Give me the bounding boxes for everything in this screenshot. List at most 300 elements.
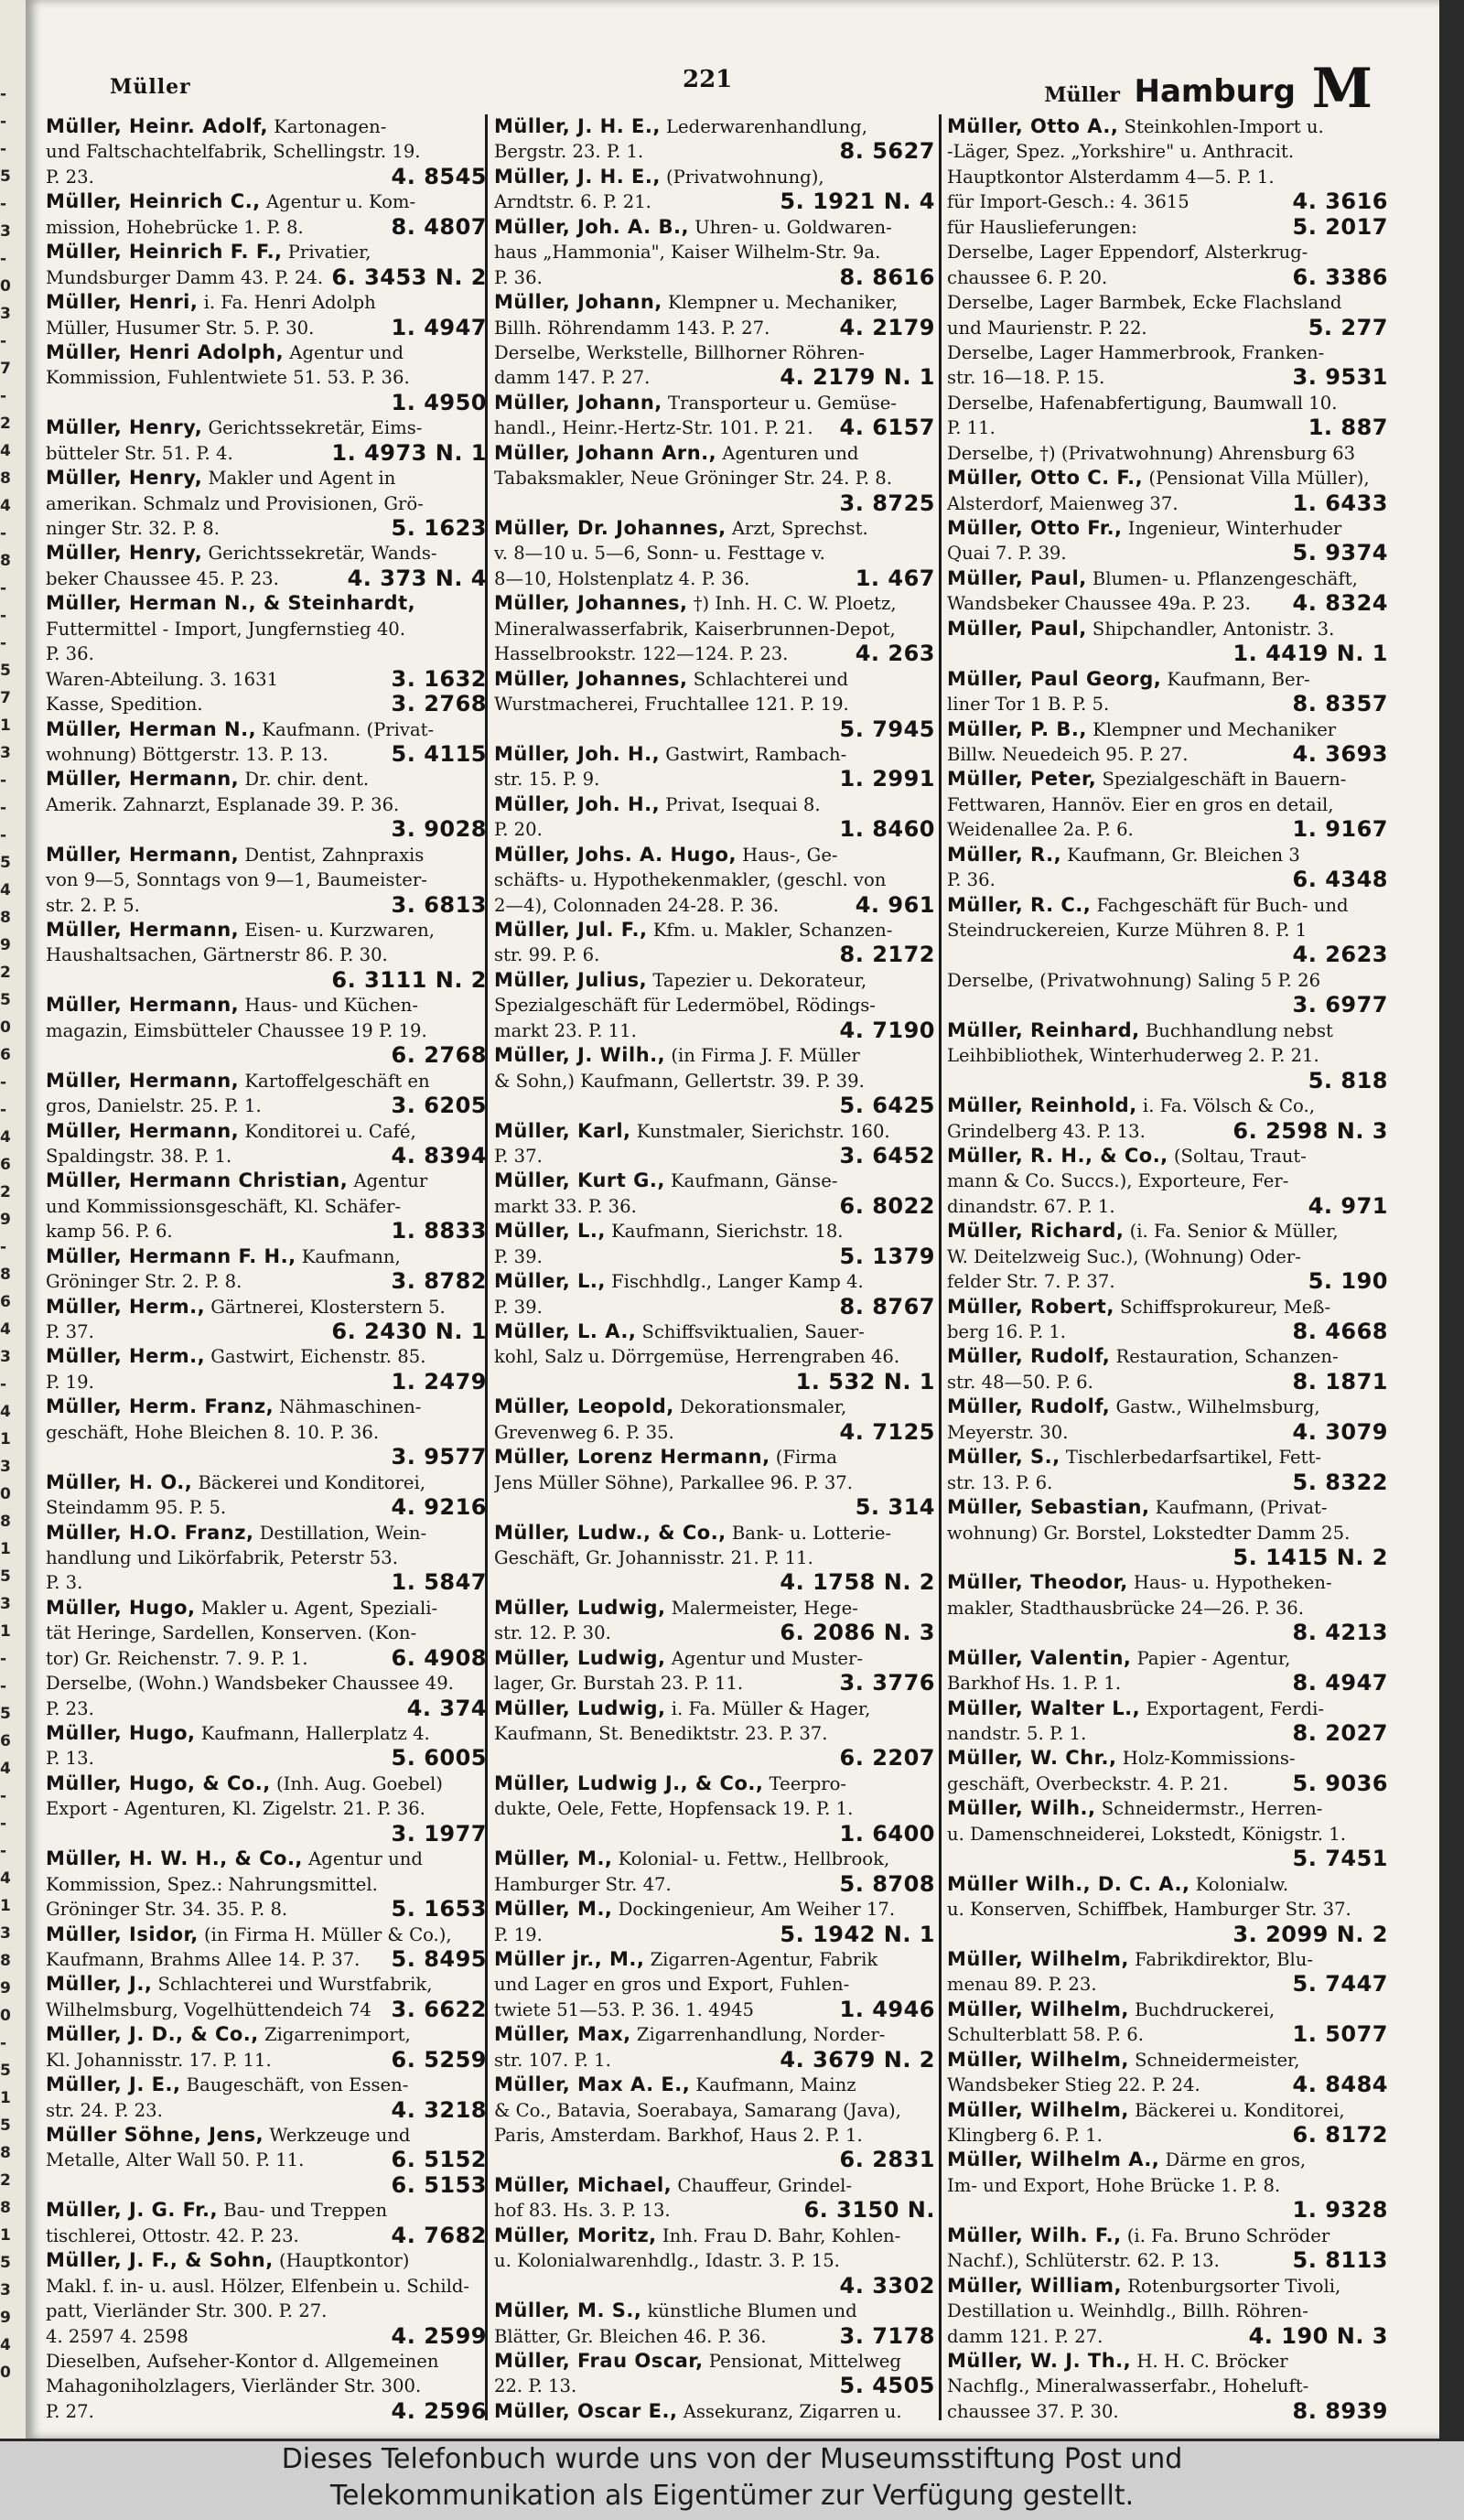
directory-entry-line (46, 717, 487, 742)
entry-text: Gerichtssekretär, Eims- (202, 417, 423, 439)
phone-number: 6. 5259 (391, 2047, 487, 2073)
entry-text: Dockingenieur, Am Weiher 17. (612, 1899, 896, 1921)
header-right-surname: Müller (1044, 83, 1120, 107)
entry-text: bütteler Str. 51. P. 4. (46, 442, 233, 464)
entry-text: Gerichtssekretär, Wands- (202, 543, 437, 565)
entry-text: Dr. chir. dent. (239, 769, 370, 791)
entry-text: u. Damenschneiderei, Lokstedt, Königstr. 1. (947, 1823, 1346, 1845)
entry-name: Müller, Hugo, (46, 1722, 196, 1744)
adjacent-page-fragment: 5 (0, 663, 11, 679)
adjacent-page-fragment: - (0, 87, 7, 102)
adjacent-page-fragment: 5 (0, 1707, 11, 1722)
directory-entry-line (947, 165, 1388, 189)
entry-name: Müller, William, (947, 2274, 1123, 2297)
entry-text: i. Fa. Völsch & Co., (1136, 1095, 1315, 1117)
directory-entry-line (46, 2274, 487, 2299)
adjacent-page-fragment: - (0, 1103, 7, 1118)
phone-number: 6. 5153 (391, 2172, 487, 2198)
entry-name: Müller, H.O. Franz, (46, 1521, 254, 1544)
directory-entry-line (46, 1144, 487, 1168)
entry-name: Müller, Max, (494, 2023, 631, 2046)
adjacent-page-fragment: 4 (0, 883, 11, 899)
entry-name: Müller, J. H. E., (494, 115, 661, 137)
entry-name: Müller, Henry, (46, 542, 203, 565)
adjacent-page-fragment: 5 (0, 856, 11, 871)
entry-text: Klempner und Mechaniker (1086, 718, 1337, 740)
directory-entry-line (947, 1069, 1388, 1093)
entry-text: Kaufmann, Gänse- (664, 1170, 838, 1192)
adjacent-page-fragment: - (0, 581, 7, 597)
entry-text: berg 16. P. 1. (947, 1321, 1067, 1342)
entry-text: Agentur u. Kom- (260, 191, 416, 213)
entry-text: Werkzeuge und (264, 2125, 411, 2146)
entry-text: kamp 56. P. 6. (46, 1221, 173, 1243)
directory-entry-line (947, 1521, 1388, 1545)
directory-entry-line (947, 1495, 1388, 1520)
entry-name: Müller, Johannes, (494, 667, 688, 690)
phone-number: 8. 4213 (1292, 1621, 1388, 1646)
entry-text: mission, Hohebrücke 1. P. 8. (46, 216, 304, 238)
directory-entry-line (494, 942, 935, 967)
phone-number: 1. 532 N. 1 (795, 1369, 935, 1395)
phone-number: 3. 8782 (391, 1269, 487, 1295)
entry-text: dinandstr. 67. P. 1. (947, 1195, 1115, 1217)
entry-text: Amerik. Zahnarzt, Esplanade 39. P. 36. (46, 793, 400, 815)
directory-entry-line (947, 1897, 1388, 1922)
entry-text: Spaldingstr. 38. P. 1. (46, 1145, 232, 1167)
phone-number: 8. 1871 (1292, 1369, 1388, 1395)
phone-number: 3. 6813 (391, 892, 487, 918)
directory-entry-line (46, 2098, 487, 2123)
phone-number: 5. 4505 (839, 2374, 935, 2399)
entry-text: Kfm. u. Makler, Schanzen- (647, 920, 893, 941)
entry-name: Müller, Herm., (46, 1345, 206, 1368)
entry-text: Gärtnerei, Klosterstern 5. (205, 1296, 446, 1318)
directory-entry-line (494, 415, 935, 440)
entry-text: -Läger, Spez. „Yorkshire" u. Anthracit. (947, 141, 1295, 163)
adjacent-page-fragment: 1 (0, 718, 11, 734)
entry-text: Arndtstr. 6. P. 21. (494, 191, 651, 213)
adjacent-page-fragment: 1 (0, 1899, 11, 1914)
entry-text: i. Fa. Henri Adolph (198, 292, 376, 314)
entry-name: Müller, Hermann F. H., (46, 1244, 296, 1267)
directory-entry-line (494, 1144, 935, 1168)
phone-number: 4. 7190 (839, 1018, 935, 1043)
entry-name: Müller jr., M., (494, 1947, 645, 1970)
directory-entry-line (494, 215, 935, 240)
entry-text: Buchhandlung nebst (1139, 1019, 1333, 1041)
phone-number: 5. 9374 (1292, 541, 1388, 566)
entry-text: geschäft, Overbeckstr. 4. P. 21. (947, 1772, 1229, 1794)
phone-number: 5. 8322 (1292, 1470, 1388, 1495)
directory-entry-line (46, 2173, 487, 2198)
entry-text: kohl, Salz u. Dörrgemüse, Herrengraben 46. (494, 1346, 900, 1368)
entry-name: Müller, Hermann, (46, 994, 240, 1017)
phone-number: 1. 4973 N. 1 (331, 440, 487, 466)
directory-entry-line (494, 1696, 935, 1721)
adjacent-page-fragment: - (0, 828, 7, 844)
directory-entry-line (494, 1897, 935, 1922)
entry-text: Nachflg., Mineralwasserfabr., Hoheluft- (947, 2375, 1309, 2397)
entry-text: Klempner u. Mechaniker, (662, 292, 899, 314)
adjacent-page-fragment: - (0, 1240, 7, 1255)
directory-entry-line (46, 867, 487, 892)
adjacent-page-fragment: 5 (0, 2256, 11, 2271)
entry-text: Inh. Frau D. Bahr, Kohlen- (656, 2224, 901, 2246)
adjacent-page-fragment: 2 (0, 416, 11, 432)
phone-number: 5. 1379 (839, 1244, 935, 1269)
directory-column-1 (46, 114, 487, 2420)
phone-number: 5. 6425 (839, 1093, 935, 1119)
entry-text: Baugeschäft, von Essen- (180, 2074, 409, 2096)
directory-entry-line (46, 1194, 487, 1219)
directory-entry-line (494, 918, 935, 942)
directory-entry-line (947, 942, 1388, 967)
phone-number: 8. 5627 (839, 139, 935, 165)
entry-text: Makler und Agent in (202, 468, 396, 490)
directory-entry-line (947, 2148, 1388, 2172)
adjacent-page-fragment: - (0, 197, 7, 212)
directory-entry-line (947, 215, 1388, 240)
entry-text: P. 13. (46, 1748, 94, 1770)
directory-entry-line (947, 2349, 1388, 2374)
phone-number: 4. 8394 (391, 1143, 487, 1168)
phone-number: 6. 8022 (839, 1193, 935, 1219)
directory-entry-line (46, 1344, 487, 1369)
directory-entry-line (494, 1420, 935, 1445)
entry-text: Geschäft, Gr. Johannisstr. 21. P. 11. (494, 1546, 813, 1568)
entry-text: P. 19. (46, 1371, 94, 1393)
entry-text: Transporteur u. Gemüse- (662, 392, 897, 414)
entry-name: Müller, Wilhelm, (947, 2048, 1129, 2071)
directory-entry-line (46, 139, 487, 164)
entry-text: 4. 2597 4. 2598 (46, 2325, 188, 2347)
directory-entry-line (46, 491, 487, 516)
entry-text: str. 2. P. 5. (46, 894, 140, 916)
entry-text: Export - Agenturen, Kl. Zigelstr. 21. P. 36. (46, 1798, 425, 1820)
phone-number: 4. 6157 (839, 415, 935, 441)
directory-entry-line (494, 968, 935, 993)
entry-name: Müller, Oscar E., (494, 2399, 678, 2420)
directory-entry-line (947, 466, 1388, 490)
adjacent-page-fragment: 3 (0, 746, 11, 761)
entry-name: Müller, Hugo, & Co., (46, 1772, 271, 1794)
entry-text: Bank- u. Lotterie- (726, 1522, 892, 1544)
entry-name: Müller, Rudolf, (947, 1395, 1111, 1418)
directory-entry-line (947, 566, 1388, 591)
entry-text: Kaufmann, (Privat- (1149, 1497, 1328, 1519)
phone-number: 5. 1653 (391, 1897, 487, 1922)
entry-name: Müller, W. J. Th., (947, 2349, 1132, 2372)
adjacent-page-fragment: 6 (0, 1158, 11, 1173)
adjacent-page-fragment: 9 (0, 938, 11, 953)
entry-text: P. 23. (46, 166, 94, 188)
directory-entry-line (494, 1671, 935, 1696)
directory-entry-line (494, 441, 935, 466)
entry-text: Exportagent, Ferdi- (1140, 1697, 1324, 1719)
entry-name: Müller, Heinrich F. F., (46, 241, 283, 264)
directory-entry-line (947, 2399, 1388, 2420)
phone-number: 1. 6400 (839, 1821, 935, 1847)
entry-text: Kl. Johannisstr. 17. P. 11. (46, 2049, 272, 2071)
entry-name: Müller, P. B., (947, 717, 1087, 740)
directory-entry-line (947, 968, 1388, 993)
entry-name: Müller, J. H. E., (494, 165, 661, 188)
directory-entry-line (46, 1671, 487, 1696)
entry-text: P. 11. (947, 417, 996, 439)
entry-name: Müller, Rudolf, (947, 1345, 1111, 1368)
directory-entry-line (947, 1922, 1388, 1947)
entry-text: Grindelberg 43. P. 13. (947, 1120, 1146, 1142)
entry-name: Müller, Hermann, (46, 768, 240, 791)
adjacent-page-fragment: 9 (0, 1981, 11, 1997)
entry-name: Müller, Frau Oscar, (494, 2349, 704, 2372)
entry-text: Derselbe, †) (Privatwohnung) Ahrensburg 63 (947, 442, 1356, 464)
directory-entry-line (947, 1822, 1388, 1847)
adjacent-page-fragment: 3 (0, 1350, 11, 1365)
entry-name: Müller, Wilh., (947, 1797, 1096, 1820)
directory-entry-line (947, 189, 1388, 214)
phone-number: 5. 7945 (839, 716, 935, 742)
entry-name: Müller, Michael, (494, 2173, 673, 2196)
directory-entry-line (947, 1319, 1388, 1344)
directory-entry-line (947, 1947, 1388, 1972)
directory-entry-line (947, 265, 1388, 290)
directory-entry-line (46, 2349, 487, 2374)
directory-entry-line (947, 1043, 1388, 1068)
directory-entry-line (947, 641, 1388, 666)
entry-text: Hasselbrookstr. 122—124. P. 23. (494, 643, 789, 665)
directory-entry-line (947, 1144, 1388, 1168)
directory-entry-line (494, 1746, 935, 1771)
entry-text: liner Tor 1 B. P. 5. (947, 694, 1110, 716)
directory-entry-line (46, 1370, 487, 1395)
directory-entry-line (46, 2224, 487, 2248)
directory-entry-line (947, 365, 1388, 390)
entry-text: Bau- und Treppen (218, 2200, 388, 2222)
directory-entry-line (46, 1621, 487, 1645)
adjacent-page-fragment: 1 (0, 1624, 11, 1640)
entry-text: Haushaltsachen, Gärtnerstr 86. P. 30. (46, 944, 388, 966)
entry-name: Müller, J. Wilh., (494, 1044, 666, 1067)
directory-entry-line (46, 918, 487, 942)
phone-number: 8. 8616 (839, 264, 935, 290)
entry-name: Müller, S., (947, 1446, 1060, 1469)
directory-entry-line (494, 1295, 935, 1319)
adjacent-page-fragment: 8 (0, 1514, 11, 1530)
adjacent-page-fragment: 9 (0, 2310, 11, 2326)
directory-entry-line (947, 2198, 1388, 2223)
entry-text: Eisen- u. Kurzwaren, (239, 920, 435, 941)
entry-text: Nachf.), Schlüterstr. 62. P. 13. (947, 2250, 1220, 2272)
entry-text: str. 13. P. 6. (947, 1471, 1053, 1493)
adjacent-page-fragment: 4 (0, 1322, 11, 1338)
directory-entry-line (494, 692, 935, 716)
entry-text: Barkhof Hs. 1. P. 1. (947, 1673, 1122, 1695)
entry-text: und Kommissionsgeschäft, Kl. Schäfer- (46, 1195, 402, 1217)
entry-text: (in Firma H. Müller & Co.), (198, 1923, 452, 1945)
directory-entry-line (494, 2299, 935, 2323)
directory-entry-line (947, 1395, 1388, 1419)
directory-entry-line (947, 1721, 1388, 1746)
phone-number: 5. 8113 (1292, 2248, 1388, 2274)
directory-entry-line (46, 893, 487, 918)
directory-entry-line (46, 2374, 487, 2398)
footer-line-2: Telekommunikation als Eigentümer zur Verfügung gestellt. (329, 2480, 1135, 2512)
directory-entry-line (494, 667, 935, 692)
entry-text: Schneidermstr., Herren- (1095, 1798, 1323, 1820)
directory-entry-line (947, 918, 1388, 942)
adjacent-page-fragment: 6 (0, 1734, 11, 1750)
adjacent-page-fragment: - (0, 114, 7, 130)
directory-entry-line (494, 1370, 935, 1395)
entry-text: und Faltschachtelfabrik, Schellingstr. 19. (46, 141, 421, 163)
directory-entry-line (46, 1018, 487, 1043)
adjacent-page-fragment: 4 (0, 499, 11, 514)
phone-number: 4. 3302 (839, 2273, 935, 2299)
entry-text: Makl. f. in- u. ausl. Hölzer, Elfenbein u. Schild- (46, 2275, 470, 2297)
entry-name: Müller, Herm., (46, 1295, 206, 1318)
directory-entry-line (947, 2073, 1388, 2097)
entry-text: Kolonialw. (1190, 1873, 1289, 1895)
directory-entry-line (494, 1998, 935, 2022)
directory-entry-line (947, 792, 1388, 817)
phone-number: 4. 374 (406, 1696, 487, 1721)
directory-entry-line (46, 2048, 487, 2073)
phone-number: 5. 1415 N. 2 (1233, 1545, 1388, 1570)
entry-text: str. 16—18. P. 15. (947, 367, 1105, 389)
entry-text: u. Kolonialwarenhdlg., Idastr. 3. P. 15. (494, 2250, 840, 2272)
directory-entry-line (494, 2374, 935, 2398)
entry-name: Müller, Johann, (494, 391, 662, 414)
directory-entry-line (947, 1998, 1388, 2022)
entry-text: wohnung) Gr. Borstel, Lokstedter Damm 25. (947, 1522, 1351, 1544)
directory-entry-line (494, 2248, 935, 2273)
entry-text: & Sohn,) Kaufmann, Gellertstr. 39. P. 39. (494, 1070, 865, 1092)
phone-number: 8. 4947 (1292, 1671, 1388, 1696)
entry-text: Kaufmann, Sierichstr. 18. (605, 1221, 844, 1243)
entry-text: †) Inh. H. C. W. Ploetz, (687, 593, 897, 615)
directory-entry-line (947, 2022, 1388, 2047)
directory-entry-line (947, 767, 1388, 792)
adjacent-page-fragment: - (0, 1789, 7, 1804)
entry-text: Grevenweg 6. P. 35. (494, 1421, 674, 1443)
entry-text: (i. Fa. Bruno Schröder (1121, 2224, 1330, 2246)
directory-entry-line (947, 2299, 1388, 2323)
directory-entry-line (46, 1043, 487, 1068)
directory-entry-line (46, 2148, 487, 2172)
entry-text: nandstr. 5. P. 1. (947, 1723, 1087, 1744)
entry-name: Müller, Reinhard, (947, 1018, 1140, 1041)
entry-name: Müller, Joh. A. B., (494, 215, 689, 238)
entry-name: Müller, J. E., (46, 2073, 181, 2096)
header-index-letter: M (1311, 57, 1372, 121)
directory-column-3 (947, 114, 1388, 2420)
directory-entry-line (947, 340, 1388, 365)
directory-entry-line (494, 2173, 935, 2198)
directory-entry-line (947, 2274, 1388, 2299)
phone-number: 4. 3079 (1292, 1419, 1388, 1445)
entry-text: beker Chaussee 45. P. 23. (46, 567, 279, 589)
directory-entry-line (46, 1998, 487, 2022)
entry-name: Müller, M. S., (494, 2299, 642, 2322)
directory-entry-line (494, 189, 935, 214)
phone-number: 3. 2768 (391, 692, 487, 717)
directory-entry-line (494, 1570, 935, 1595)
entry-name: Müller, Otto C. F., (947, 467, 1144, 490)
entry-text: Derselbe, Lager Eppendorf, Alsterkrug- (947, 242, 1308, 264)
entry-text: Weidenallee 2a. P. 6. (947, 819, 1134, 841)
entry-text: Kasse, Spedition. (46, 694, 203, 716)
directory-entry-line (46, 1168, 487, 1193)
directory-entry-line (494, 2349, 935, 2374)
directory-entry-line (46, 1395, 487, 1419)
directory-entry-line (494, 114, 935, 139)
directory-entry-line (494, 2123, 935, 2148)
directory-entry-line (494, 1947, 935, 1972)
adjacent-page-fragment: 3 (0, 2283, 11, 2299)
entry-name: Müller, Hermann, (46, 843, 240, 866)
phone-number: 1. 2479 (391, 1369, 487, 1395)
entry-name: Müller, Dr. Johannes, (494, 517, 727, 539)
directory-entry-line (494, 1093, 935, 1118)
entry-text: Tapezier u. Dekorateur, (647, 969, 867, 991)
phone-number: 5. 2017 (1292, 214, 1388, 240)
phone-number: 6. 3386 (1292, 264, 1388, 290)
adjacent-page-fragment: 1 (0, 2091, 11, 2106)
entry-text: Steindamm 95. P. 5. (46, 1497, 227, 1519)
directory-entry-line (947, 2248, 1388, 2273)
entry-text: Tabaksmakler, Neue Gröninger Str. 24. P. 8. (494, 468, 893, 490)
phone-number: 3. 9028 (391, 817, 487, 843)
adjacent-page-fragment: 5 (0, 169, 11, 185)
entry-text: Wandsbeker Chaussee 49a. P. 23. (947, 593, 1251, 615)
directory-entry-line (494, 516, 935, 541)
entry-text: Kolonial- u. Fettw., Hellbrook, (612, 1848, 890, 1870)
directory-entry-line (46, 1596, 487, 1621)
entry-text: Kunstmaler, Sierichstr. 160. (630, 1120, 890, 1142)
phone-number: 1. 8833 (391, 1219, 487, 1244)
adjacent-page-fragment: 9 (0, 1212, 11, 1228)
directory-entry-line (947, 415, 1388, 440)
entry-text: Ingenieur, Winterhuder (1122, 518, 1342, 539)
entry-name: Müller, J. F., & Sohn, (46, 2249, 274, 2272)
page-header (110, 57, 1391, 121)
adjacent-page-fragment: - (0, 1816, 7, 1832)
entry-text: Nähmaschinen- (274, 1396, 422, 1418)
entry-text: für Import-Gesch.: 4. 3615 (947, 191, 1190, 213)
entry-text: v. 8—10 u. 5—6, Sonn- u. Festtage v. (494, 543, 825, 565)
directory-entry-line (494, 1018, 935, 1043)
entry-name: Müller, Henry, (46, 467, 203, 490)
entry-text: tät Heringe, Sardellen, Konserven. (Kon- (46, 1622, 417, 1644)
adjacent-page-fragment: - (0, 773, 7, 789)
entry-name: Müller, J. D., & Co., (46, 2023, 259, 2046)
phone-number: 4. 190 N. 3 (1248, 2323, 1388, 2349)
phone-number: 3. 6452 (839, 1143, 935, 1168)
directory-entry-line (46, 968, 487, 993)
entry-text: Kaufmann, (296, 1245, 401, 1267)
directory-entry-line (494, 1269, 935, 1294)
entry-text: Kartonagen- (268, 116, 387, 137)
entry-name: Müller, Isidor, (46, 1922, 199, 1945)
entry-text: Arzt, Sprechst. (726, 518, 868, 539)
entry-text: u. Konserven, Schiffbek, Hamburger Str. 37. (947, 1899, 1351, 1921)
adjacent-page-fragment: - (0, 1377, 7, 1393)
directory-entry-line (947, 1219, 1388, 1244)
directory-entry-line (494, 566, 935, 591)
directory-entry-line (46, 1972, 487, 1997)
